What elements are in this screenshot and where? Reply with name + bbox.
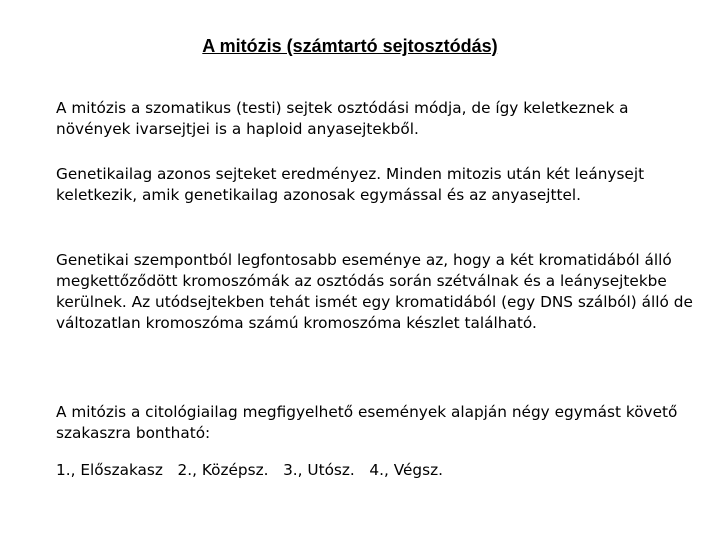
phases-list: 1., Előszakasz 2., Középsz. 3., Utósz. 4., Végsz.: [56, 461, 443, 479]
paragraph-genetic-event: Genetikai szempontból legfontosabb eseménye az, hogy a két kromatidából álló megkettőződött kromoszómák az osztódás során szétválnak és a leánysejtekbe kerülnek. Az utódsejtekben tehát ismét egy kromatidából (egy DNS szálból) álló de változatlan kromoszóma számú kromoszóma készlet található.: [56, 251, 693, 332]
paragraph-result: Genetikailag azonos sejteket eredményez. Minden mitozis után két leánysejt keletkezik, amik genetikailag azonosak egymással és az anyasejttel.: [56, 165, 645, 204]
page-title: A mitózis (számtartó sejtosztódás): [202, 36, 498, 56]
paragraph-phases-intro: A mitózis a citológiailag megfigyelhető események alapján négy egymást követő szakaszra bontható:: [56, 403, 678, 442]
paragraph-definition: A mitózis a szomatikus (testi) sejtek osztódási módja, de így keletkeznek a növények ivarsejtjei is a haploid anyasejtekből.: [56, 99, 629, 138]
